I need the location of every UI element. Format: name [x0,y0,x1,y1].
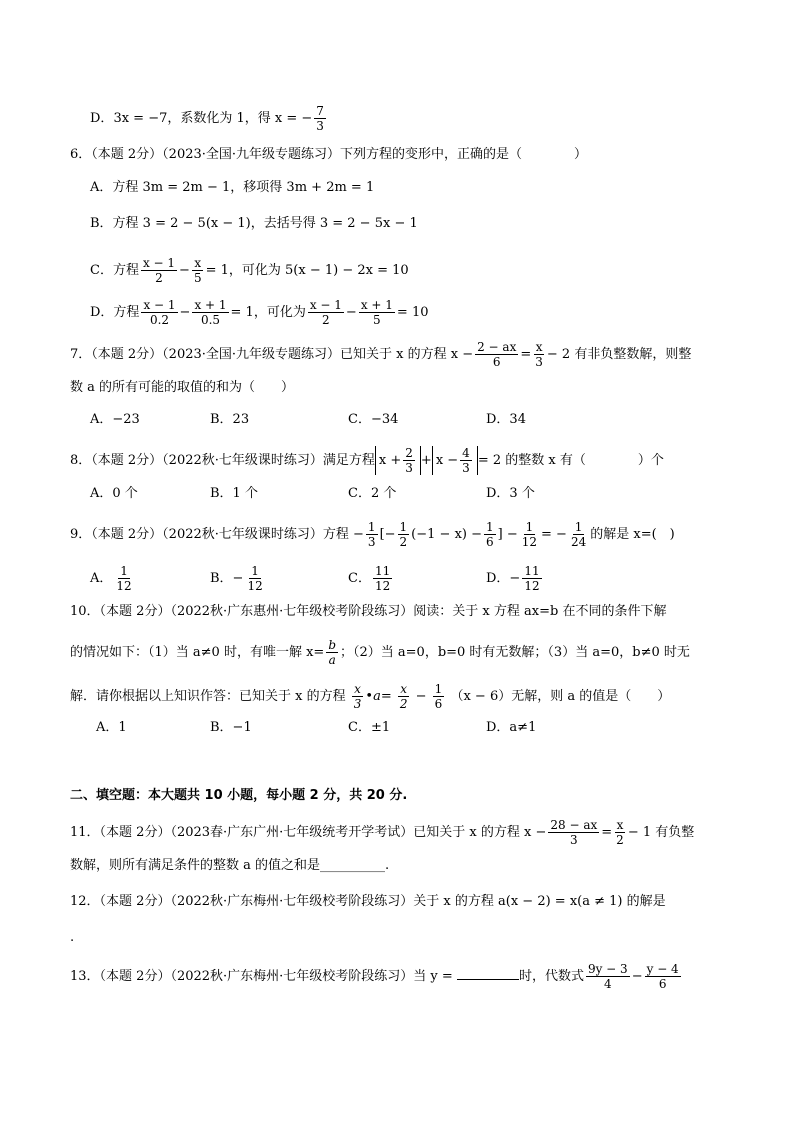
denominator: 4 [604,977,612,991]
fraction [533,340,545,369]
fraction [522,564,541,593]
q8-option-d: D．3 个 [486,486,535,501]
numerator: 11 [524,564,540,578]
stem-text: 的解是 x=( ) [590,527,675,542]
stem-text: 9．（本题 2分）（2022秋·七年级课时练习）方程 − [70,527,364,542]
numerator: 1 [251,564,259,578]
answer-blank[interactable] [457,967,519,980]
option-text: C．方程 [90,263,139,278]
fraction [326,638,338,667]
fraction [586,962,630,991]
fraction [433,682,445,711]
denominator: a [328,653,336,667]
numerator: 1 [486,520,494,534]
fraction [192,298,228,327]
stem-text: 11．（本题 2分）（2023春·广东广州·七年级统考开学考试）已知关于 x 的方程 x − [70,825,547,840]
fraction [373,564,392,593]
q7-stem-line2: 数 a 的所有可能的取值的和为（ ） [70,380,295,395]
denominator: 5 [193,271,202,285]
denominator: 6 [658,977,667,991]
q10-option-d: D．a≠1 [486,720,537,735]
numerator: 1 [120,564,128,578]
stem-text: 时，代数式 [518,969,584,984]
numerator: 28 − ax [550,818,598,832]
fraction [548,818,599,847]
q10-option-c: C．±1 [348,720,391,735]
abs-text: x + [378,453,402,468]
numerator: 1 [574,520,583,534]
stem-text: ；（2）当 a=0，b=0 时有无数解；（3）当 a=0，b≠0 时无 [340,645,690,660]
numerator: x + 1 [194,298,227,312]
option-text: D．方程 [90,305,140,320]
fraction [359,298,395,327]
stem-text: 13．（本题 2分）（2022秋·广东梅州·七年级校考阶段练习）当 y = [70,969,453,984]
denominator: 12 [374,579,391,593]
q9-option-a [90,564,136,593]
option-text: = 1，可化为 5(x − 1) − 2x = 10 [205,263,409,278]
fraction [314,104,326,133]
stem-text: = 2 的整数 x 有（ ）个 [477,453,664,468]
numerator: x + 1 [360,298,393,312]
stem-text: − 2 有非负整数解，则整 [546,347,692,362]
denominator: 5 [373,313,381,327]
stem-text: 7．（本题 2分）（2023·全国·九年级专题练习）已知关于 x 的方程 x − [70,347,474,362]
q12-stem-line2: . [70,930,75,945]
fraction [460,446,472,475]
denominator: 3 [462,461,470,475]
numerator: 1 [367,520,376,534]
q8-option-a: A．0 个 [90,486,138,501]
q8-option-c: C．2 个 [348,486,397,501]
fraction [475,340,518,369]
fraction [520,520,539,549]
denominator: 0.2 [149,313,170,327]
q7-option-a: A．−23 [90,412,140,427]
fraction [192,256,204,285]
fraction [398,520,410,549]
stem-text: − 1 有负整 [627,825,695,840]
stem-text: （x − 6）无解，则 a 的值是（ ） [450,689,671,704]
denominator: 24 [570,535,587,549]
numerator: y − 4 [646,962,679,976]
option-text: = 10 [396,305,429,320]
q6-option-d: D．方程 $\frac{x - 1}{0.2}$ − $\frac{x + 1}{0.5}$ = 1，可化为 $\frac{x - 1}{2}$ − $\frac{x + 1}{5}$ = 10 [90,298,429,327]
fraction [141,256,177,285]
numerator: x [194,256,202,270]
fraction [614,818,626,847]
denominator: 0.5 [200,313,221,327]
denominator: 3 [316,119,324,133]
absolute-value [432,446,478,475]
q11-stem-line2: 数解，则所有满足条件的整数 a 的值之和是__________. [70,858,390,873]
option-text: 3x = −7，系数化为 1，得 x = − [113,111,313,126]
fraction [366,520,378,549]
numerator: x − 1 [143,298,176,312]
q9-stem: 9．（本题 2分）（2022秋·七年级课时练习）方程 − $\frac{1}{3}$ [− $\frac{1}{2}$ (−1 − x) − $\frac{1}{6}$ ] − $\frac{1}{12}$ = − $\frac{1}{24}$ 的解是 x=( ) [70,520,675,549]
numerator: x − 1 [309,298,342,312]
q6-option-c: C．方程 $\frac{x - 1}{2}$ − $\frac{x}{5}$ = 1，可化为 5(x − 1) − 2x = 10 [90,256,409,285]
denominator: 12 [116,579,132,593]
q9-option-c [348,564,394,593]
q7-stem: 7．（本题 2分）（2023·全国·九年级专题练习）已知关于 x 的方程 x − $\frac{2 - ax}{6}$ = $\frac{x}{3}$ − 2 有非负整数解，则整 [70,340,692,369]
fraction [352,682,364,711]
numerator: 11 [374,564,391,578]
absolute-value [375,446,421,475]
q7-option-d: D．34 [486,412,526,427]
fraction [398,682,410,711]
q7-option-c: C．−34 [348,412,399,427]
denominator: 3 [367,535,376,549]
q9-option-d [486,564,544,593]
numerator: 2 − ax [477,340,517,354]
denominator: 2 [399,697,408,711]
denominator: 2 [322,313,330,327]
q13-stem: 13．（本题 2分）（2022秋·广东梅州·七年级校考阶段练习）当 y = 时，代数式 $\frac{9y - 3}{4}$ − $\frac{y - 4}{6}$ [70,962,679,991]
denominator: 3 [535,355,543,369]
denominator: 6 [434,697,443,711]
q12-stem: 12．（本题 2分）（2022秋·广东梅州·七年级校考阶段练习）关于 x 的方程 a(x − 2) = x(a ≠ 1) 的解是 [70,894,666,909]
numerator: x [400,682,408,696]
q10-line2 [70,638,690,667]
q7-option-b: B．23 [210,412,250,427]
stem-text: 8．（本题 2分）（2022秋·七年级课时练习）满足方程 [70,453,375,468]
q10-option-b: B．−1 [210,720,252,735]
q10-option-a: A．1 [96,720,127,735]
numerator: x − 1 [142,256,176,270]
denominator: 3 [405,461,413,475]
option-label: A． [90,571,113,586]
section-heading: 二、填空题：本大题共 10 小题，每小题 2 分，共 20 分. [70,788,408,803]
numerator: 7 [316,104,324,118]
denominator: 12 [247,579,263,593]
option-label: C． [348,571,371,586]
stem-text: 解．请你根据以上知识作答：已知关于 x 的方程 [70,689,346,704]
denominator: 3 [570,833,578,847]
denominator: 6 [492,355,501,369]
q8-option-b: B．1 个 [210,486,258,501]
q6-option-b: B．方程 3 = 2 − 5(x − 1)，去括号得 3 = 2 − 5x − 1 [90,216,418,231]
denominator: 12 [521,535,538,549]
numerator: x [354,682,361,696]
denominator: 2 [399,535,408,549]
option-label: D．− [486,571,521,586]
numerator: 1 [525,520,534,534]
fraction [645,962,681,991]
denominator: 2 [616,833,624,847]
denominator: 3 [353,697,362,711]
abs-text: x − [435,453,459,468]
fraction [569,520,588,549]
q10-line1: 10．（本题 2分）（2022秋·广东惠州·七年级校考阶段练习）阅读：关于 x 方程 ax=b 在不同的条件下解 [70,604,667,619]
fraction [114,564,133,593]
option-label: B．− [210,571,244,586]
numerator: 4 [462,446,470,460]
q6-stem: 6．（本题 2分）（2023·全国·九年级专题练习）下列方程的变形中，正确的是（ ） [70,147,588,162]
numerator: 2 [405,446,413,460]
fraction [245,564,264,593]
fraction [141,298,177,327]
option-label: D． [90,111,114,126]
option-text: = 1，可化为 [230,305,306,320]
q9-option-b [210,564,267,593]
numerator: b [328,638,336,652]
q8-stem: 8．（本题 2分）（2022秋·七年级课时练习）满足方程 x + $\frac{2}{3}$ + x − $\frac{4}{3}$ = 2 的整数 x 有（ ）个 [70,446,664,475]
stem-text: 的情况如下：（1）当 a≠0 时，有唯一解 x= [70,645,325,660]
denominator: 12 [524,579,540,593]
fraction [484,520,496,549]
denominator: 2 [155,271,163,285]
numerator: 1 [399,520,408,534]
numerator: x [535,340,543,354]
numerator: 9y − 3 [587,962,628,976]
denominator: 6 [486,535,494,549]
q6-option-a: A．方程 3m = 2m − 1，移项得 3m + 2m = 1 [90,180,375,195]
fraction [308,298,344,327]
q10-line3: 解．请你根据以上知识作答：已知关于 x 的方程 $\frac{x}{3}$ •a= $\frac{x}{2}$ − $\frac{1}{6}$ （x − 6）无解，则 a 的值是（ ） [70,682,671,711]
q11-stem: 11．（本题 2分）（2023春·广东广州·七年级统考开学考试）已知关于 x 的方程 x − $\frac{28 - ax}{3}$ = $\frac{x}{2}$ − 1 有负整 [70,818,695,847]
numerator: 1 [434,682,443,696]
q5-option-d [90,104,328,133]
numerator: x [616,818,624,832]
fraction [403,446,415,475]
